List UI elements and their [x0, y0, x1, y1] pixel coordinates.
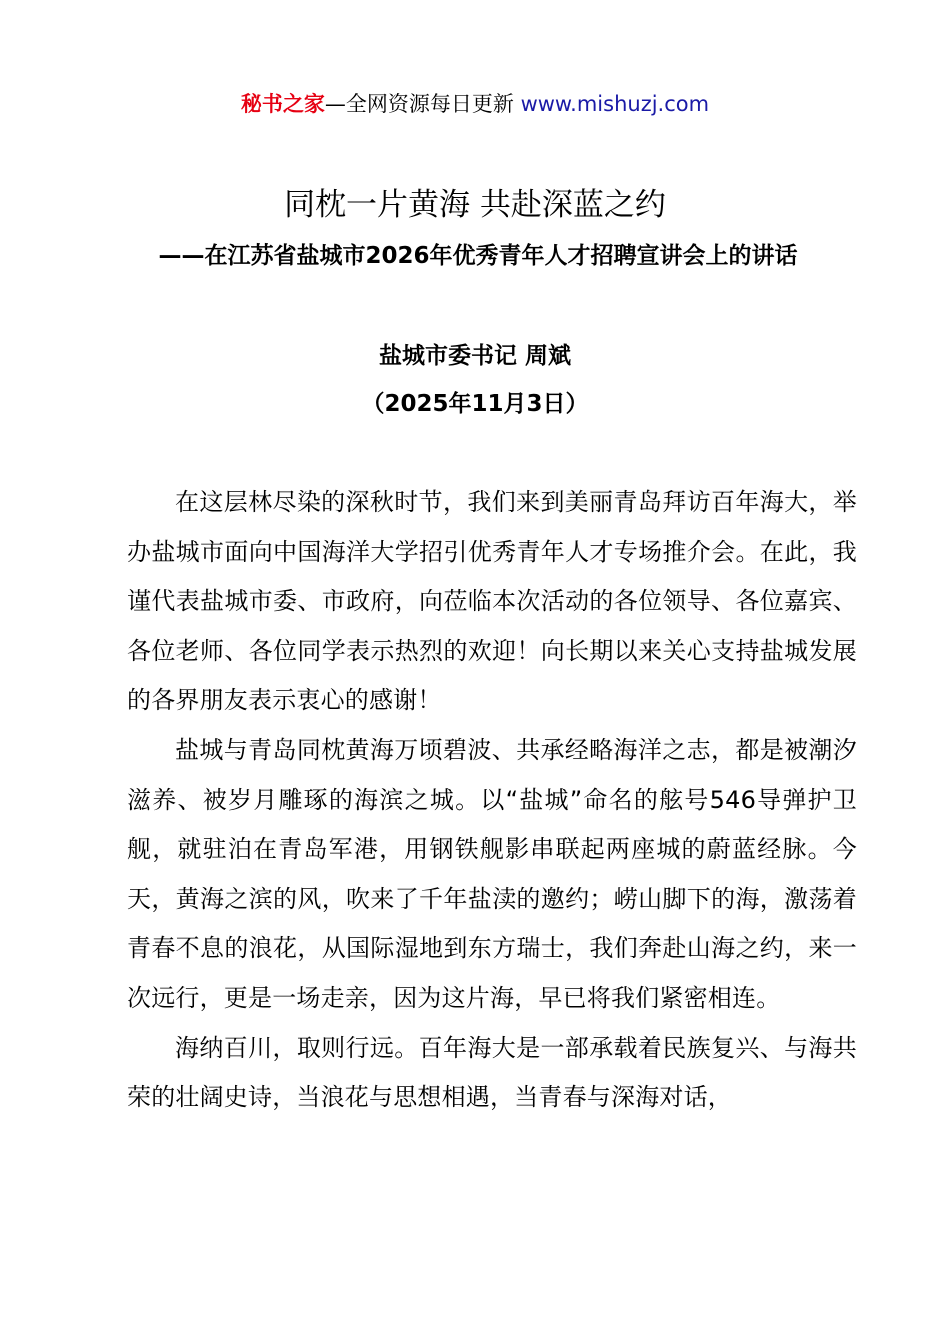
document-body: [127, 478, 857, 1123]
document-author: 盐城市委书记 周斌: [378, 343, 571, 369]
body-paragraph: 在这层林尽染的深秋时节，我们来到美丽青岛拜访百年海大，举办盐城市面向中国海洋大学招引优秀青年人才专场推介会。在此，我谨代表盐城市委、市政府，向莅临本次活动的各位领导、各位嘉宾、各位老师、各位同学表示热烈的欢迎！向长期以来关心支持盐城发展的各界朋友表示衷心的感谢！: [127, 488, 857, 715]
site-brand: 秘书之家: [240, 92, 325, 116]
document-title: 同枕一片黄海 共赴深蓝之约: [284, 187, 666, 223]
document-subtitle: ——在江苏省盐城市2026年优秀青年人才招聘宣讲会上的讲话: [158, 243, 798, 269]
document-date: （2025年11月3日）: [361, 391, 589, 417]
site-tagline: —全网资源每日更新: [324, 92, 521, 116]
site-header: [0, 88, 950, 120]
body-paragraph: 海纳百川，取则行远。百年海大是一部承载着民族复兴、与海共荣的壮阔史诗，当浪花与思想相遇，当青春与深海对话，: [127, 1033, 857, 1112]
site-url-link[interactable]: www.mishuzj.com: [520, 92, 710, 116]
body-paragraph: 盐城与青岛同枕黄海万顷碧波、共承经略海洋之志，都是被潮汐滋养、被岁月雕琢的海滨之城。以“盐城”命名的舷号546导弹护卫舰，就驻泊在青岛军港，用钢铁舰影串联起两座城的蔚蓝经脉。今天，黄海之滨的风，吹来了千年盐渎的邀约；崂山脚下的海，激荡着青春不息的浪花，从国际湿地到东方瑞士，我们奔赴山海之约，来一次远行，更是一场走亲，因为这片海，早已将我们紧密相连。: [127, 735, 857, 1012]
